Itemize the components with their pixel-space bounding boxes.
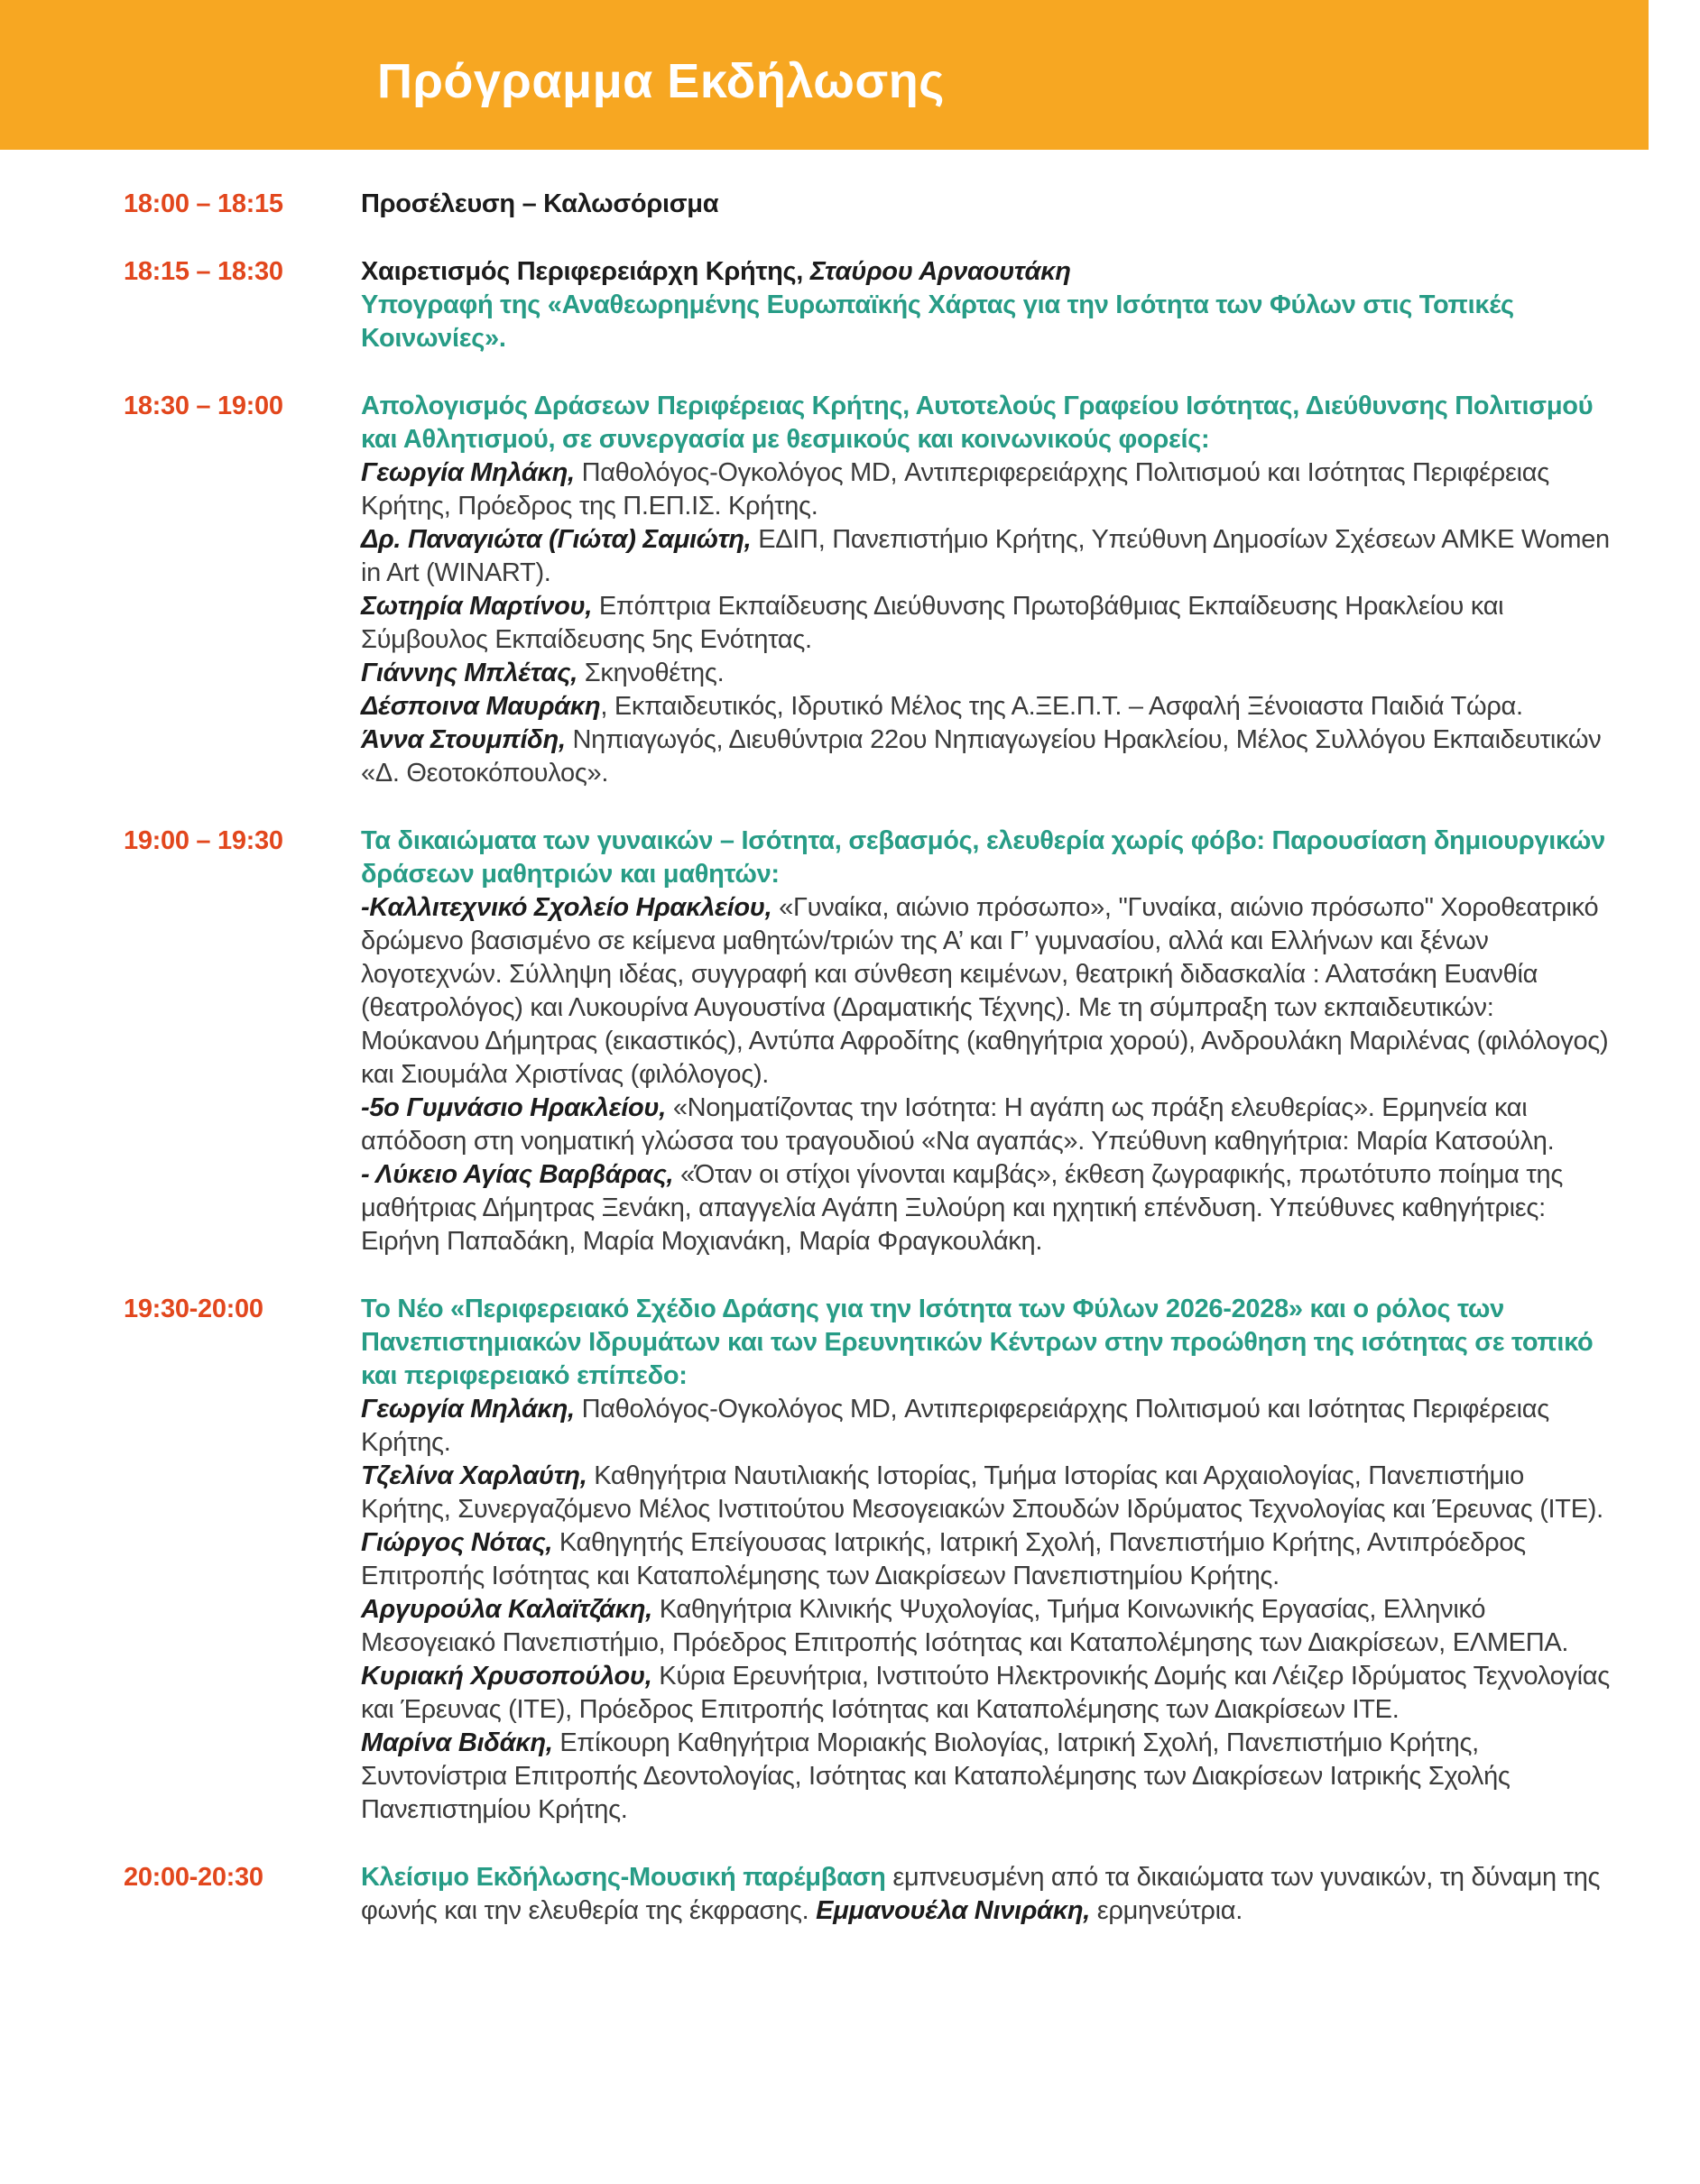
row-content [361,255,1610,355]
text-segment: Δέσποινα Μαυράκη [361,692,601,721]
program-paragraph [361,523,1610,590]
text-segment: Καθηγητής Επείγουσας Ιατρικής, Ιατρική Σχολή, Πανεπιστήμιο Κρήτης, Αντιπρόεδρος Επιτροπής Ισότητας και Καταπολέμησης των Διακρίσεων Πανεπιστημίου Κρήτης. [361,1528,1526,1590]
text-segment: ερμηνεύτρια. [1096,1896,1243,1925]
program-paragraph [361,1293,1610,1393]
text-segment: Τα δικαιώματα των γυναικών – Ισότητα, σεβασμός, ελευθερία χωρίς φόβο: Παρουσίαση δημιουργικών δράσεων μαθητριών και μαθητών: [361,826,1605,889]
text-segment: - Λύκειο Αγίας Βαρβάρας, [361,1160,680,1189]
row-content [361,188,1610,221]
text-segment: Χαιρετισμός Περιφερειάρχη Κρήτης, [361,257,810,286]
text-segment: Αργυρούλα Καλαϊτζάκη, [361,1595,660,1624]
program-paragraph [361,390,1610,456]
time-label: 19:30-20:00 [124,1295,263,1323]
program-paragraph [361,289,1610,355]
text-segment: Τζελίνα Χαρλαύτη, [361,1461,595,1490]
schedule-row [124,1861,1610,1928]
program-paragraph [361,723,1610,790]
text-segment: Απολογισμός Δράσεων Περιφέρειας Κρήτης, Αυτοτελούς Γραφείου Ισότητας, Διεύθυνσης Πολιτισμού και Αθλητισμού, σε συνεργασία με θεσμικούς και κοινωνικούς φορείς: [361,392,1594,454]
time-label: 18:30 – 19:00 [124,392,283,420]
program-paragraph [361,590,1610,657]
text-segment: Το Νέο «Περιφερειακό Σχέδιο Δράσης για την Ισότητα των Φύλων 2026-2028» και ο ρόλος των Πανεπιστημιακών Ιδρυμάτων και των Ερευνητικών Κέντρων στην προώθηση της ισότητας σε τοπικό και περιφερειακό επίπεδο: [361,1295,1594,1390]
text-segment: Γεωργία Μηλάκη, [361,1395,582,1424]
time-label: 18:00 – 18:15 [124,189,283,218]
header-bar [0,0,1649,150]
text-segment: «Νοηματίζοντας την Ισότητα: Η αγάπη ως πράξη ελευθερίας». Ερμηνεία και απόδοση στη νοηματική γλώσσα του τραγουδιού «Να αγαπάς». Υπεύθυνη καθηγήτρια: Μαρία Κατσούλη. [361,1093,1555,1156]
text-segment: Σκηνοθέτης. [584,659,725,687]
program-paragraph [361,188,1610,221]
text-segment: Επίκουρη Καθηγήτρια Μοριακής Βιολογίας, Ιατρική Σχολή, Πανεπιστήμιο Κρήτης, Συντονίστρια Επιτροπής Δεοντολογίας, Ισότητας και Καταπολέμησης των Διακρίσεων Ιατρικής Σχολής Πανεπιστημίου Κρήτης. [361,1728,1511,1824]
time-label: 20:00-20:30 [124,1863,263,1892]
text-segment: ΕΔΙΠ, Πανεπιστήμιο Κρήτης, Υπεύθυνη Δημοσίων Σχέσεων ΑΜΚΕ Women in Art (WINART). [361,525,1610,587]
program-paragraph [361,825,1610,891]
text-segment: «Όταν οι στίχοι γίνονται καμβάς», έκθεση ζωγραφικής, πρωτότυπο ποίημα της μαθήτριας Δήμητρας Ξενάκη, απαγγελία Αγάπη Ξυλούρη και ηχητική επένδυση. Υπεύθυνες καθηγήτριες: Ειρήνη Παπαδάκη, Μαρία Μοχιανάκη, Μαρία Φραγκουλάκη. [361,1160,1564,1256]
program-paragraph [361,1393,1610,1460]
text-segment: Γιάννης Μπλέτας, [361,659,585,687]
program-paragraph [361,1158,1610,1258]
program-paragraph [361,1460,1610,1526]
text-segment: «Γυναίκα, αιώνιο πρόσωπο», "Γυναίκα, αιώνιο πρόσωπο" Χοροθεατρικό δρώμενο βασισμένο σε κείμενα μαθητών/τριών της Α’ και Γ’ γυμνασίου, αλλά και Ελλήνων και ξένων λογοτεχνών. Σύλληψη ιδέας, συγγραφή και σύνθεση κειμένων, θεατρική διδασκαλία : Αλατσάκη Ευανθία (θεατρολόγος) και Λυκουρίνα Αυγουστίνα (Δραματικής Τέχνης). Με τη σύμπραξη των εκπαιδευτικών: Μούκανου Δήμητρας (εικαστικός), Αντύπα Αφροδίτης (καθηγήτρια χορού), Ανδρουλάκη Μαριλένας (φιλόλογος) και Σιουμάλα Χριστίνας (φιλόλογος). [361,893,1609,1089]
program-paragraph [361,1092,1610,1158]
page-title: Πρόγραμμα Εκδήλωσης [377,54,945,108]
text-segment: Υπογραφή της «Αναθεωρημένης Ευρωπαϊκής Χάρτας για την Ισότητα των Φύλων στις Τοπικές Κοινωνίες». [361,290,1514,353]
text-segment: Σωτηρία Μαρτίνου, [361,592,599,621]
text-segment: Παθολόγος-Ογκολόγος MD, Αντιπεριφερειάρχης Πολιτισμού και Ισότητας Περιφέρειας Κρήτης, Πρόεδρος της Π.ΕΠ.ΙΣ. Κρήτης. [361,458,1549,521]
program-paragraph [361,255,1610,289]
row-content [361,825,1610,1258]
text-segment: , Εκπαιδευτικός, Ιδρυτικό Μέλος της Α.ΞΕ.Π.Τ. – Ασφαλή Ξένοιαστα Παιδιά Τώρα. [600,692,1523,721]
schedule-row [124,825,1610,1258]
schedule-row [124,255,1610,355]
text-segment: Καθηγήτρια Κλινικής Ψυχολογίας, Τμήμα Κοινωνικής Εργασίας, Ελληνικό Μεσογειακό Πανεπιστήμιο, Πρόεδρος Επιτροπής Ισότητας και Καταπολέμησης των Διακρίσεων, ΕΛΜΕΠΑ. [361,1595,1569,1657]
row-content [361,1861,1610,1928]
program-paragraph [361,1660,1610,1727]
text-segment: Επόπτρια Εκπαίδευσης Διεύθυνσης Πρωτοβάθμιας Εκπαίδευσης Ηρακλείου και Σύμβουλος Εκπαίδευσης 5ης Ενότητας. [361,592,1504,654]
schedule-row [124,390,1610,790]
program-paragraph [361,1727,1610,1827]
text-segment: Άννα Στουμπίδη, [361,725,573,754]
text-segment: Γεωργία Μηλάκη, [361,458,582,487]
text-segment: Κύρια Ερευνήτρια, Ινστιτούτο Ηλεκτρονικής Δομής και Λέιζερ Ιδρύματος Τεχνολογίας και Έρευνας (ΙΤΕ), Πρόεδρος Επιτροπής Ισότητας και Καταπολέμησης των Διακρίσεων ΙΤΕ. [361,1662,1610,1724]
time-label: 19:00 – 19:30 [124,826,283,855]
text-segment: Καθηγήτρια Ναυτιλιακής Ιστορίας, Τμήμα Ιστορίας και Αρχαιολογίας, Πανεπιστήμιο Κρήτης, Συνεργαζόμενο Μέλος Ινστιτούτου Μεσογειακών Σπουδών Ιδρύματος Τεχνολογίας και Έρευνας (ΙΤΕ). [361,1461,1603,1524]
text-segment: Δρ. Παναγιώτα (Γιώτα) Σαμιώτη, [361,525,759,554]
program-paragraph [361,891,1610,1092]
text-segment: εμπνευσμένη από τα δικαιώματα των γυναικών, τη δύναμη της φωνής και την ελευθερία της έκφρασης. [361,1863,1601,1925]
time-label: 18:15 – 18:30 [124,257,283,286]
text-segment: Κλείσιμο Εκδήλωσης-Μουσική παρέμβαση [361,1863,893,1892]
text-segment: Εμμανουέλα Νινιράκη, [816,1896,1097,1925]
text-segment: Σταύρου Αρναουτάκη [809,257,1071,286]
program-paragraph [361,456,1610,523]
text-segment: -Καλλιτεχνικό Σχολείο Ηρακλείου, [361,893,780,922]
program-paragraph [361,657,1610,690]
schedule-row [124,188,1610,221]
program-paragraph [361,1526,1610,1593]
row-content [361,390,1610,790]
program-paragraph [361,1593,1610,1660]
text-segment: Παθολόγος-Ογκολόγος MD, Αντιπεριφερειάρχης Πολιτισμού και Ισότητας Περιφέρειας Κρήτης. [361,1395,1549,1457]
text-segment: -5ο Γυμνάσιο Ηρακλείου, [361,1093,673,1122]
schedule [124,188,1610,1982]
text-segment: Γιώργος Νότας, [361,1528,559,1557]
schedule-row [124,1293,1610,1827]
program-paragraph [361,690,1610,723]
text-segment: Νηπιαγωγός, Διευθύντρια 22ου Νηπιαγωγείου Ηρακλείου, Μέλος Συλλόγου Εκπαιδευτικών «Δ. Θεοτοκόπουλος». [361,725,1602,788]
text-segment: Κυριακή Χρυσοπούλου, [361,1662,660,1691]
program-paragraph [361,1861,1610,1928]
row-content [361,1293,1610,1827]
text-segment: Προσέλευση – Καλωσόρισμα [361,189,719,218]
text-segment: Μαρίνα Βιδάκη, [361,1728,560,1757]
